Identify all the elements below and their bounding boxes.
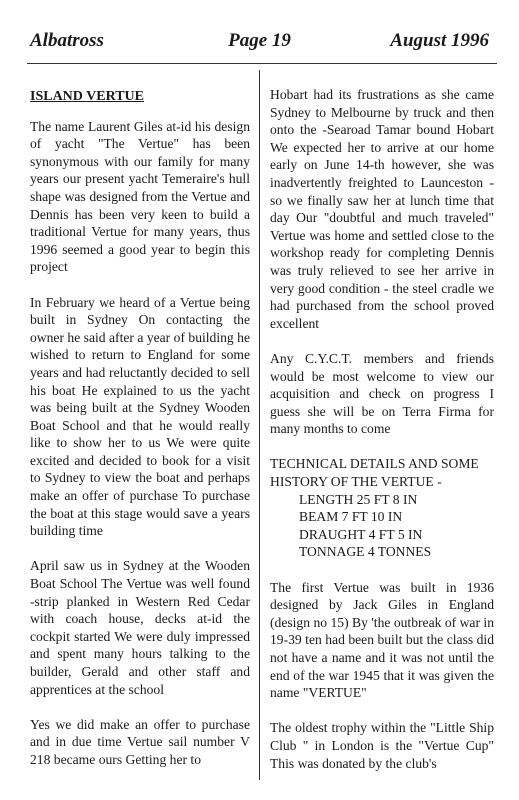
publication-name: Albatross bbox=[30, 30, 104, 51]
page-number: Page 19 bbox=[228, 30, 291, 51]
list-item: TONNAGE 4 TONNES bbox=[299, 544, 432, 560]
article-paragraph: The name Laurent Giles at-id his design of yacht "The Vertue" has been synonymous with our family for many years our present yacht Temeraire's hull shape was designed from the Vertue and Dennis has been very keen to build a traditional Vertue for many years, thus 1996 seemed a good year to begin this project bbox=[30, 118, 250, 275]
header-divider bbox=[27, 63, 497, 64]
article-paragraph: Any C.Y.C.T. members and friends would be most welcome to view our acquisition and check on progress I guess she will be on Terra Firma for many months to come bbox=[270, 350, 494, 437]
left-column bbox=[30, 88, 250, 786]
page-header bbox=[0, 30, 519, 56]
list-item: BEAM 7 FT 10 IN bbox=[299, 509, 403, 525]
list-item: DRAUGHT 4 FT 5 IN bbox=[299, 526, 423, 542]
column-divider bbox=[259, 70, 260, 780]
issue-date: August 1996 bbox=[390, 30, 489, 51]
article-paragraph: The first Vertue was built in 1936 designed by Jack Giles in England (design no 15) By 'the outbreak of war in 19-39 ten had been built but the class did not have a name and it was not until the end of the war 1945 that it was given the name "VERTUE" bbox=[270, 579, 494, 701]
article-paragraph: In February we heard of a Vertue being built in Sydney On contacting the owner he said after a year of building he wished to return to England for some years and had reluctantly decided to sell his boat He explained to us the yacht was being built at the Sydney Wooden Boat School and that he would really like to show her to us We were quite excited and decided to book for a visit to Sydney to view the boat and perhaps make an offer of purchase To purchase the boat at this stage would save a years building time bbox=[30, 294, 250, 539]
article-paragraph: The oldest trophy within the "Little Ship Club " in London is the "Vertue Cup" This was donated by the club's bbox=[270, 720, 494, 771]
right-column bbox=[270, 86, 494, 790]
article-title: ISLAND VERTUE bbox=[30, 89, 145, 104]
article-paragraph: Yes we did make an offer to purchase and in due time Vertue sail number V 218 became ours Getting her to bbox=[30, 716, 250, 767]
article-paragraph: Hobart had its frustrations as she came Sydney to Melbourne by truck and then onto the -Searoad Tamar bound Hobart We expected her to arrive at our home early on June 14-th however, she was inadvertently freighted to Launceston -so we finally saw her at lunch time that day Our "doubtful and much traveled" Vertue was home and settled close to the workshop ready for completing Dennis was truly relieved to see her arrive in very good condition - the steel cradle we had purchased from the school proved excellent bbox=[270, 87, 494, 331]
technical-details-list bbox=[270, 491, 494, 561]
list-item: LENGTH 25 FT 8 IN bbox=[299, 491, 418, 507]
technical-details-heading: TECHNICAL DETAILS AND SOME HISTORY OF THE VERTUE - bbox=[270, 456, 479, 490]
article-paragraph: April saw us in Sydney at the Wooden Boat School The Vertue was well found -strip planked in Western Red Cedar with coach house, decks at-id the cockpit started We were duly impressed and spent many hours talking to the builder, Gerald and other staff and apprentices at the school bbox=[30, 558, 250, 697]
